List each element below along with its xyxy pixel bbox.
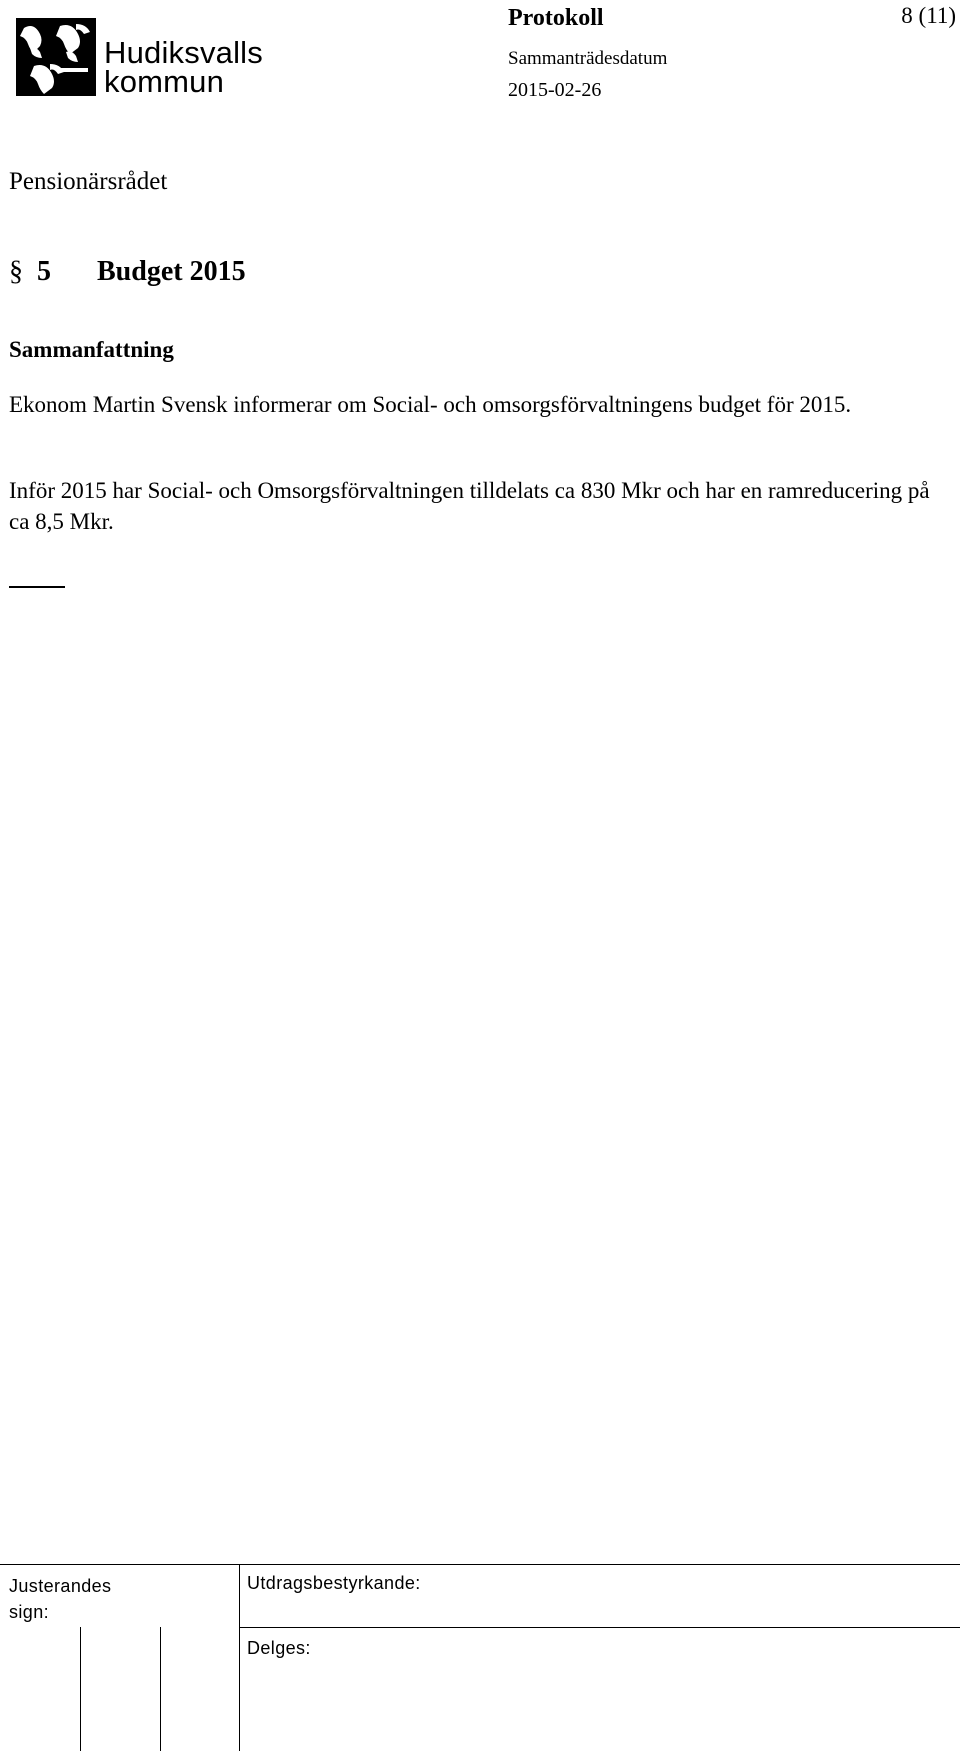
signature-footer xyxy=(0,1564,960,1751)
justerandes-label-line2: sign: xyxy=(9,1602,50,1622)
goat-emblem-icon xyxy=(16,18,96,96)
signature-divider-2 xyxy=(160,1627,161,1751)
logo-wordmark xyxy=(104,35,263,99)
justerandes-label-line1: Justerandes xyxy=(9,1576,112,1596)
section-end-rule xyxy=(9,586,65,588)
delges-label: Delges: xyxy=(247,1638,311,1658)
logo-name-line1: Hudiksvalls xyxy=(104,35,263,70)
organ-name: Pensionärsrådet xyxy=(9,168,168,195)
justerandes-sign-label xyxy=(9,1573,111,1625)
meeting-date-label: Sammanträdesdatum xyxy=(508,48,668,69)
paragraph-2: Inför 2015 har Social- och Omsorgsförvaltningen tilldelats ca 830 Mkr och har en ramreducering på ca 8,5 Mkr. xyxy=(9,478,930,534)
section-symbol: § xyxy=(9,256,23,287)
meeting-date-value: 2015-02-26 xyxy=(508,79,602,101)
summary-heading: Sammanfattning xyxy=(9,337,174,362)
logo-name-line2: kommun xyxy=(104,64,225,99)
footer-column-divider xyxy=(239,1565,240,1751)
document-type: Protokoll xyxy=(508,5,604,31)
utdragsbestyrkande-label: Utdragsbestyrkande: xyxy=(247,1573,421,1593)
section-heading xyxy=(9,256,246,288)
section-number: 5 xyxy=(37,256,51,287)
section-title: Budget 2015 xyxy=(97,256,246,287)
paragraph-1: Ekonom Martin Svensk informerar om Social- och omsorgsförvaltningens budget för 2015. xyxy=(9,392,852,417)
page-number: 8 (11) xyxy=(901,3,956,28)
municipality-logo xyxy=(16,18,296,98)
signature-divider-1 xyxy=(80,1627,81,1751)
footer-row-divider xyxy=(239,1627,960,1628)
